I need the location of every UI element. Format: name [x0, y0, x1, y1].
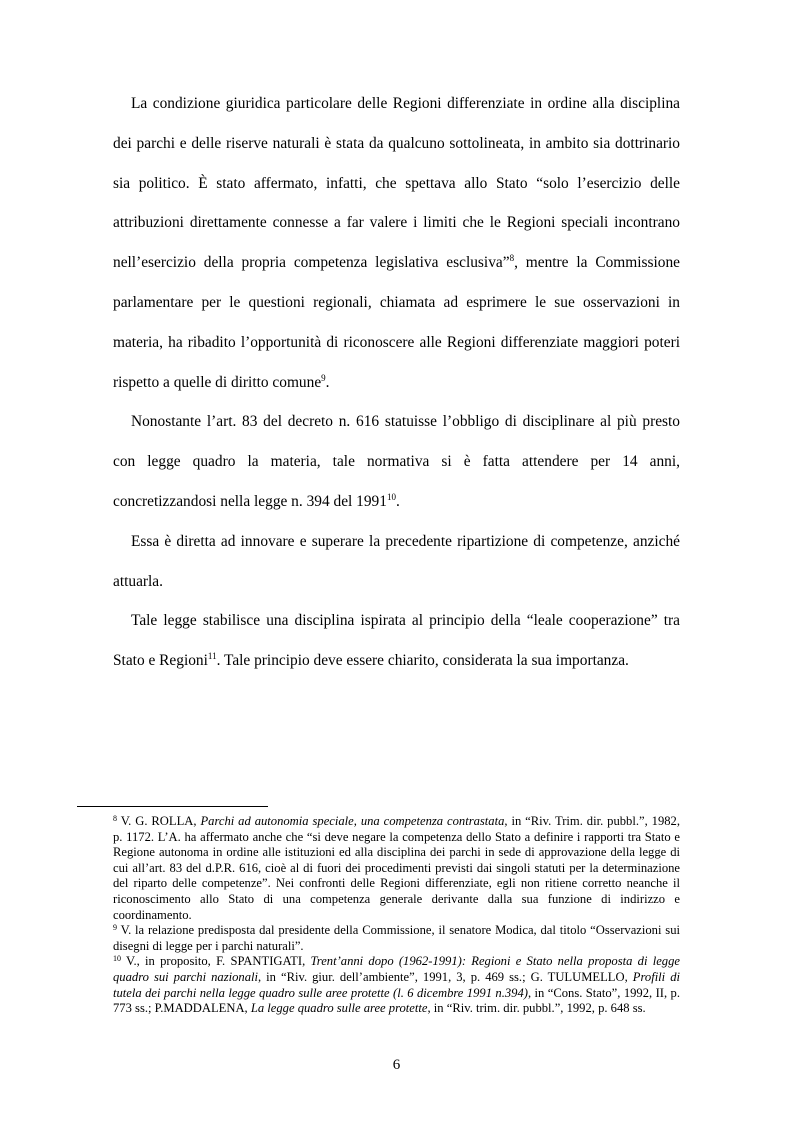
- footnote-8-title: Parchi ad autonomia speciale, una competenza contrastata: [200, 814, 505, 828]
- paragraph-3-text: Essa è diretta ad innovare e superare la precedente ripartizione di competenze, anziché attuarla.: [113, 532, 680, 590]
- main-text: [113, 84, 680, 681]
- footnote-8-text-2: , in “Riv. Trim. dir. pubbl.”, 1982, p. 1172. L’A. ha affermato anche che “si deve negare la competenza dello Stato a definire i rapporti tra Stato e Regione autonoma in ordine alle istituzioni ed alla disciplina dei parchi in sede di approvazione della legge di cui all’art. 83 del d.P.R. 616, cioè al di fuori dei procedimenti previsti dai singoli statuti per la determinazione del riparto delle competenze”. Nei confronti delle Regioni differenziate, egli non ritiene corretto neanche il riconoscimento allo Stato di una competenza generale derivante dalla sua funzione di indirizzo e coordinamento.: [113, 814, 680, 922]
- footnote-10-title-3: La legge quadro sulle aree protette: [250, 1001, 428, 1016]
- footnote-8: [113, 814, 680, 923]
- paragraph-4-text-b: . Tale principio deve essere chiarito, considerata la sua importanza.: [216, 652, 629, 670]
- footnote-ref-9[interactable]: 9: [321, 372, 326, 383]
- footnote-8-text-1: V. G. ROLLA,: [117, 814, 201, 828]
- footnote-8-number: 8: [113, 814, 117, 823]
- paragraph-2-text-a: Nonostante l’art. 83 del decreto n. 616 statuisse l’obbligo di disciplinare al più presto con legge quadro la materia, tale normativa si è fatta attendere per 14 anni, concretizzandosi nella legge n. 394 del 1991: [113, 413, 680, 510]
- paragraph-2: [113, 402, 680, 521]
- footnote-10-number: 10: [113, 954, 121, 964]
- footnote-10-text-1: V., in proposito, F. SPANTIGATI,: [121, 954, 311, 969]
- paragraph-3: [113, 522, 680, 602]
- paragraph-2-text-b: .: [395, 492, 400, 510]
- footnote-ref-11[interactable]: 11: [207, 651, 217, 662]
- footnote-9-text: V. la relazione predisposta dal presidente della Commissione, il senatore Modica, dal titolo “Osservazioni sui disegni di legge per i parchi naturali”.: [113, 923, 680, 953]
- footnote-10-title-2: Profili di tutela dei parchi nella legge quadro sulle aree protette (l. 6 dicembre 1991 n.394): [113, 969, 681, 1000]
- paragraph-4-text-a: Tale legge stabilisce una disciplina ispirata al principio della “leale cooperazione” tra Stato e Regioni: [113, 612, 680, 670]
- footnotes: [113, 814, 680, 1017]
- footnote-ref-8[interactable]: 8: [509, 253, 515, 264]
- footnote-10: [113, 954, 680, 1016]
- footnote-10-title-1: Trent’anni dopo (1962-1991): Regioni e Stato nella proposta di legge quadro sui parchi nazionali: [113, 954, 680, 984]
- footnote-9: [113, 923, 680, 954]
- paragraph-1-text-a: La condizione giuridica particolare delle Regioni differenziate in ordine alla disciplina dei parchi e delle riserve naturali è stata da qualcuno sottolineata, in ambito sia dottrinario sia politico. È stato affermato, infatti, che spettava allo Stato “solo l’esercizio delle attribuzioni direttamente connesse a far valere i limiti che le Regioni speciali incontrano nell’esercizio della propria competenza legislativa esclusiva”: [113, 95, 680, 272]
- footnote-ref-10[interactable]: 10: [386, 491, 396, 502]
- footnote-10-text-2: , in “Riv. giur. dell’ambiente”, 1991, 3, p. 469 ss.; G. TULUMELLO,: [258, 969, 633, 984]
- footnote-9-number: 9: [113, 923, 117, 933]
- page-number: 6: [392, 1057, 401, 1073]
- footnote-10-text-3: , in “Cons. Stato”, 1992, II, p. 773 ss.; P.MADDALENA,: [113, 985, 680, 1016]
- paragraph-4: [113, 601, 680, 681]
- footnote-separator: [77, 806, 268, 807]
- paragraph-1-text-c: .: [325, 373, 330, 391]
- footnote-10-text-4: , in “Riv. trim. dir. pubbl.”, 1992, p. 648 ss.: [427, 1001, 646, 1016]
- paragraph-1-text-b: , mentre la Commissione parlamentare per le questioni regionali, chiamata ad esprimere le sue osservazioni in materia, ha ribadito l’opportunità di riconoscere alle Regioni differenziate maggiori poteri rispetto a quelle di diritto comune: [113, 254, 680, 391]
- paragraph-1: [113, 84, 680, 402]
